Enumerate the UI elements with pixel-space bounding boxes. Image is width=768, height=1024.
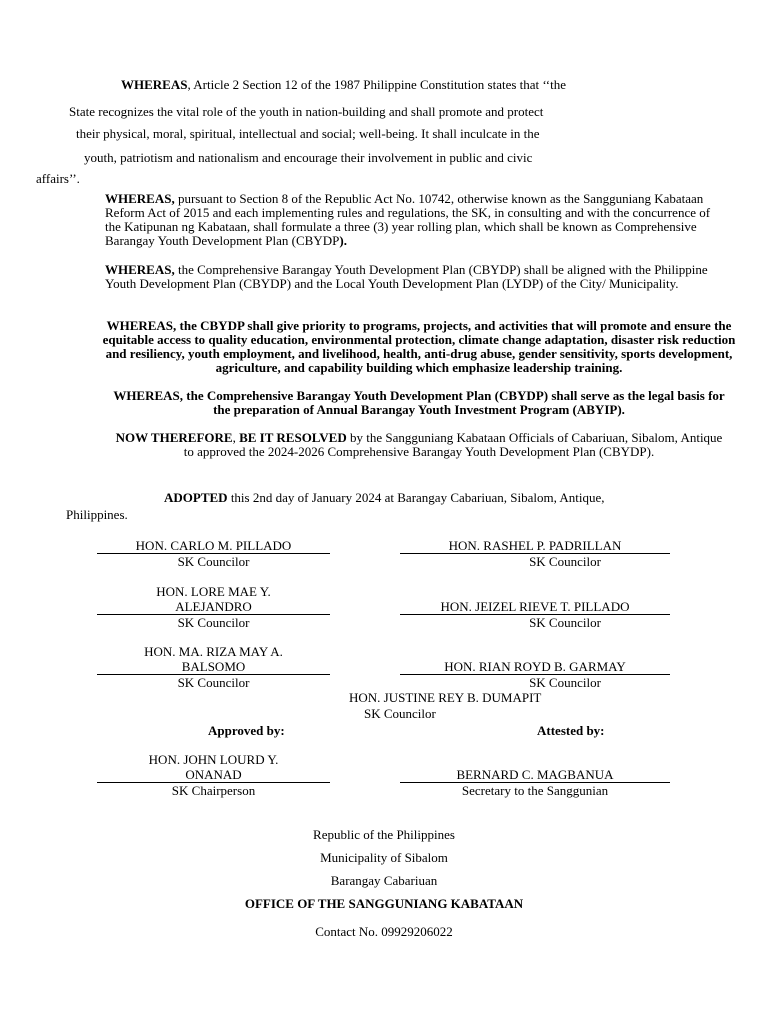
footer-municipality: Municipality of Sibalom [320,850,448,865]
signatory-carlo-pillado [97,538,330,569]
signatory-name-line-1: HON. LORE MAE Y. [156,584,271,599]
whereas-keyword: WHEREAS, [105,191,175,206]
be-it-resolved-keyword: BE IT RESOLVED [239,430,347,445]
signatory-role: Secretary to the Sanggunian [461,783,609,798]
signatory-name-line-1: HON. MA. RIZA MAY A. [144,644,283,659]
whereas-keyword: WHEREAS, [105,262,175,277]
adopted-line [164,490,605,505]
footer-office-title: OFFICE OF THE SANGGUNIANG KABATAAN [244,896,524,911]
signatory-name: BERNARD C. MAGBANUA [400,767,670,783]
paragraph-text: by the Sangguniang Kabataan Officials of Cabariuan, Sibalom, Antique to approved the 2024-2026 Comprehensive Barangay Youth Development Plan (CBYDP). [183,430,723,459]
signatory-john-lourd-onanad [97,752,330,798]
whereas-paragraph-4: WHEREAS, the CBYDP shall give priority to programs, projects, and activities that will promote and ensure the equitable access to quality education, environmental protection, climate change adaptation, disaster risk reduction and resiliency, youth employment, and livelihood, health, anti-drug abuse, gender sensitivity, sports development, agriculture, and capability building which emphasize leadership training. [102,318,736,375]
whereas-paragraph-5: WHEREAS, the Comprehensive Barangay Youth Development Plan (CBYDP) shall serve as the legal basis for the preparation of Annual Barangay Youth Investment Program (ABYIP). [113,388,725,417]
paragraph-text: the Comprehensive Barangay Youth Development Plan (CBYDP) shall be aligned with the Philippine Youth Development Plan (CBYDP) and the Local Youth Development Plan (LYDP) of the City/ Municipality. [105,262,708,291]
signatory-name: HON. JEIZEL RIEVE T. PILLADO [400,599,670,615]
signatory-role: SK Chairperson [171,783,256,798]
signatory-name-line-1: HON. JOHN LOURD Y. [148,752,279,767]
separator: , [232,430,240,445]
signatory-name: ALEJANDRO [97,599,330,615]
approved-by-label: Approved by: [208,723,285,738]
signatory-name: HON. CARLO M. PILLADO [97,538,330,554]
adopted-line-2: Philippines. [66,507,128,522]
signatory-bernard-magbanua [400,767,670,798]
signatory-name: ONANAD [97,767,330,783]
footer-republic: Republic of the Philippines [313,827,455,842]
signatory-role: SK Councilor [177,554,250,569]
intro-text: , Article 2 Section 12 of the 1987 Philippine Constitution states that ‘‘the [187,77,566,92]
adopted-keyword: ADOPTED [164,490,228,505]
adopted-text: this 2nd day of January 2024 at Barangay Cabariuan, Sibalom, Antique, [227,490,605,505]
signatory-lore-mae-alejandro [97,584,330,630]
signatory-justine-dumapit-role: SK Councilor [364,706,436,721]
attested-by-label: Attested by: [537,723,605,738]
intro-line-3: their physical, moral, spiritual, intellectual and social; well-being. It shall inculcate in the [76,126,540,141]
whereas-keyword: WHEREAS [121,77,188,92]
signatory-role: SK Councilor [177,675,250,690]
intro-line-1 [121,77,566,92]
resolution-paragraph [110,431,728,459]
signatory-name: BALSOMO [97,659,330,675]
signatory-name: HON. RIAN ROYD B. GARMAY [400,659,670,675]
signatory-role: SK Councilor [529,675,601,690]
signatory-role: SK Councilor [529,615,601,630]
signatory-name: HON. RASHEL P. PADRILLAN [400,538,670,554]
intro-line-4: youth, patriotism and nationalism and encourage their involvement in public and civic [84,150,533,165]
signatory-justine-dumapit-name: HON. JUSTINE REY B. DUMAPIT [349,690,542,705]
now-therefore-keyword: NOW THEREFORE [115,430,233,445]
footer-contact: Contact No. 09929206022 [315,924,453,939]
paragraph-text: pursuant to Section 8 of the Republic Act No. 10742, otherwise known as the Sangguniang Kabataan Reform Act of 2015 and each implementing rules and regulations, the SK, in consulting and with the concurrence of the Katipunan ng Kabataan, shall formulate a three (3) year rolling plan, which shall be known as Comprehensive Barangay Youth Development Plan (CBYDP [105,191,711,248]
intro-line-5: affairs’’. [36,171,80,186]
whereas-paragraph-3 [105,263,727,291]
signatory-rashel-padrillan [400,538,670,569]
footer-barangay: Barangay Cabariuan [330,873,438,888]
signatory-role: SK Councilor [177,615,250,630]
signatory-jeizel-pillado [400,599,670,630]
whereas-paragraph-2 [105,192,727,248]
signatory-role: SK Councilor [529,554,601,569]
intro-line-2: State recognizes the vital role of the youth in nation-building and shall promote and protect [69,104,544,119]
signatory-riza-may-balsomo [97,644,330,690]
signatory-rian-garmay [400,659,670,690]
paragraph-tail: ). [339,233,347,248]
